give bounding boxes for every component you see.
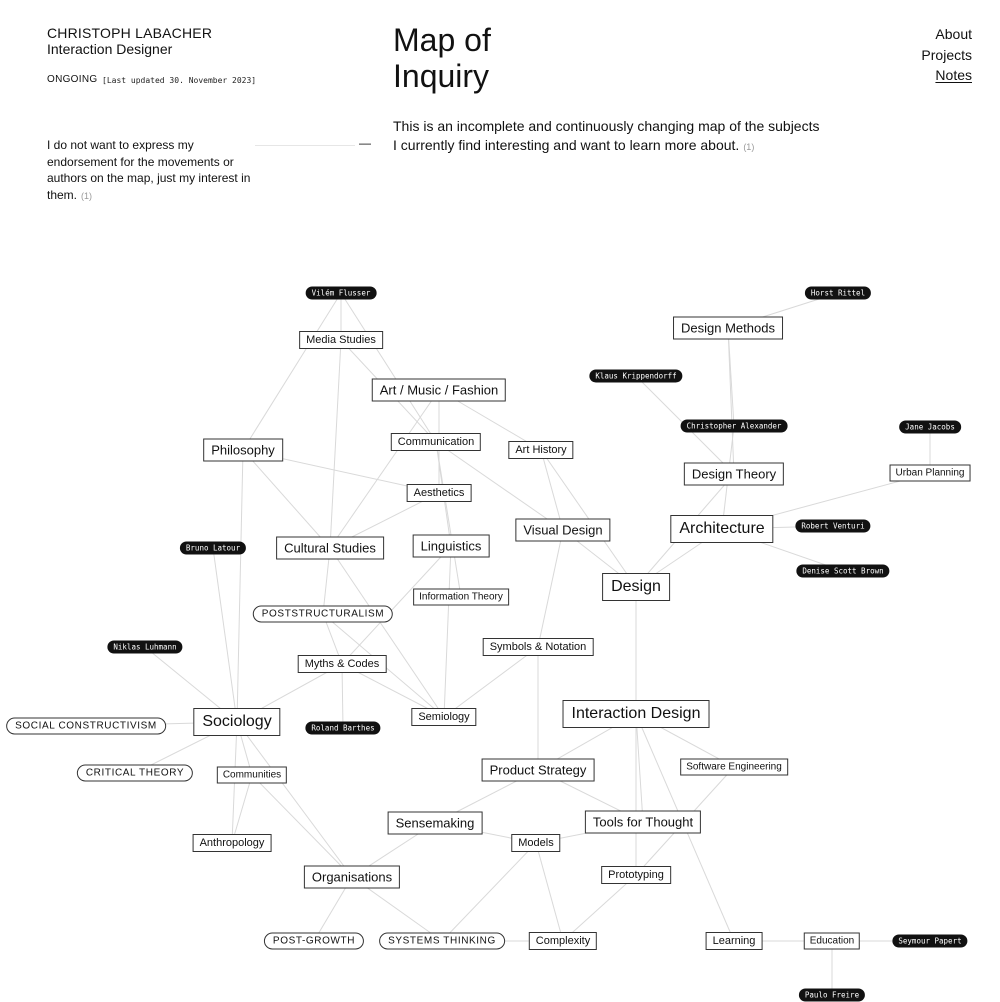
map-edge-bruno-latour-to-sociology: [213, 548, 237, 722]
page-title-line2: Inquiry: [393, 58, 490, 94]
map-edge-symbols-notation-to-semiology: [444, 647, 538, 717]
map-node-klaus-krippendorff[interactable]: Klaus Krippendorff: [589, 370, 682, 383]
map-node-social-constructivism[interactable]: SOCIAL CONSTRUCTIVISM: [6, 718, 166, 735]
map-node-paulo-freire[interactable]: Paulo Freire: [799, 989, 865, 1002]
map-edge-vilem-flusser-to-philosophy: [243, 293, 341, 450]
map-edge-sociology-to-organisations: [237, 722, 352, 877]
map-node-prototyping[interactable]: Prototyping: [601, 866, 671, 884]
map-node-interaction-design[interactable]: Interaction Design: [563, 700, 710, 728]
nav-projects[interactable]: Projects: [921, 46, 972, 63]
map-node-information-theory[interactable]: Information Theory: [413, 589, 509, 606]
page-title-line1: Map of: [393, 22, 491, 58]
map-node-tools-for-thought[interactable]: Tools for Thought: [585, 811, 701, 834]
map-node-design-theory[interactable]: Design Theory: [684, 463, 784, 486]
status-label: ONGOING: [47, 74, 98, 85]
map-edge-interaction-design-to-tools-for-thought: [636, 714, 643, 822]
map-edge-art-music-fashion-to-cultural-studies: [330, 390, 439, 548]
nav-notes[interactable]: Notes: [935, 67, 972, 83]
map-node-post-growth[interactable]: POST-GROWTH: [264, 933, 364, 950]
map-node-niklas-luhmann[interactable]: Niklas Luhmann: [107, 641, 182, 654]
map-node-art-music-fashion[interactable]: Art / Music / Fashion: [372, 379, 506, 402]
map-node-communication[interactable]: Communication: [391, 433, 481, 451]
map-edge-philosophy-to-cultural-studies: [243, 450, 330, 548]
map-node-design-methods[interactable]: Design Methods: [673, 317, 783, 340]
map-node-myths-codes[interactable]: Myths & Codes: [298, 655, 387, 673]
map-node-anthropology[interactable]: Anthropology: [193, 834, 272, 852]
map-node-complexity[interactable]: Complexity: [529, 932, 597, 950]
map-node-vilem-flusser[interactable]: Vilém Flusser: [306, 287, 377, 300]
map-node-cultural-studies[interactable]: Cultural Studies: [276, 537, 384, 560]
map-node-horst-rittel[interactable]: Horst Rittel: [805, 287, 871, 300]
note-dash: —: [359, 136, 371, 150]
side-note-text: I do not want to express my endorsement for the movements or authors on the map, just my interest in them.: [47, 138, 251, 202]
map-node-organisations[interactable]: Organisations: [304, 866, 400, 889]
map-node-software-engineering[interactable]: Software Engineering: [680, 759, 788, 776]
map-edge-media-studies-to-cultural-studies: [330, 340, 341, 548]
author-role: Interaction Designer: [47, 41, 173, 57]
map-node-linguistics[interactable]: Linguistics: [413, 535, 490, 558]
map-edge-visual-design-to-symbols-notation: [538, 530, 563, 647]
map-node-product-strategy[interactable]: Product Strategy: [482, 759, 595, 782]
map-node-learning[interactable]: Learning: [706, 932, 763, 950]
map-edge-models-to-systems-thinking: [442, 843, 536, 941]
map-node-semiology[interactable]: Semiology: [411, 708, 476, 726]
map-node-seymour-papert[interactable]: Seymour Papert: [892, 935, 967, 948]
map-node-urban-planning[interactable]: Urban Planning: [890, 465, 971, 482]
map-edge-communities-to-organisations: [252, 775, 352, 877]
map-edge-communities-to-anthropology: [232, 775, 252, 843]
map-node-sensemaking[interactable]: Sensemaking: [388, 812, 483, 835]
map-node-art-history[interactable]: Art History: [508, 441, 573, 459]
map-node-design[interactable]: Design: [602, 573, 670, 601]
map-edge-philosophy-to-sociology: [237, 450, 243, 722]
map-node-models[interactable]: Models: [511, 834, 560, 852]
map-edge-models-to-complexity: [536, 843, 563, 941]
last-updated: [Last updated 30. November 2023]: [102, 76, 257, 85]
map-node-symbols-notation[interactable]: Symbols & Notation: [483, 638, 594, 656]
map-node-visual-design[interactable]: Visual Design: [515, 519, 610, 542]
nav-about[interactable]: About: [935, 26, 972, 42]
map-node-roland-barthes[interactable]: Roland Barthes: [305, 722, 380, 735]
map-node-aesthetics[interactable]: Aesthetics: [407, 484, 472, 502]
map-node-jane-jacobs[interactable]: Jane Jacobs: [899, 421, 961, 434]
side-note-footnote[interactable]: (1): [81, 190, 93, 201]
map-node-sociology[interactable]: Sociology: [193, 708, 280, 736]
map-node-christopher-alexander[interactable]: Christopher Alexander: [681, 420, 788, 433]
map-node-poststructuralism[interactable]: POSTSTRUCTURALISM: [253, 606, 393, 623]
map-node-education[interactable]: Education: [804, 933, 860, 950]
intro-body: This is an incomplete and continuously changing map of the subjects I currently find interesting and want to learn more about.: [393, 118, 820, 153]
map-node-bruno-latour[interactable]: Bruno Latour: [180, 542, 246, 555]
map-node-philosophy[interactable]: Philosophy: [203, 439, 283, 462]
author-name: CHRISTOPH LABACHER: [47, 25, 213, 41]
map-node-media-studies[interactable]: Media Studies: [299, 331, 383, 349]
map-node-critical-theory[interactable]: CRITICAL THEORY: [77, 765, 193, 782]
map-node-robert-venturi[interactable]: Robert Venturi: [795, 520, 870, 533]
map-node-communities[interactable]: Communities: [217, 767, 287, 784]
map-node-denise-scott-brown[interactable]: Denise Scott Brown: [796, 565, 889, 578]
map-node-architecture[interactable]: Architecture: [670, 515, 773, 543]
map-edge-linguistics-to-semiology: [444, 546, 451, 717]
map-edge-myths-codes-to-roland-barthes: [342, 664, 343, 728]
map-edge-vilem-flusser-to-communication: [341, 293, 436, 442]
map-edge-cultural-studies-to-semiology: [330, 548, 444, 717]
intro-footnote[interactable]: (1): [743, 142, 755, 152]
map-node-systems-thinking[interactable]: SYSTEMS THINKING: [379, 933, 505, 950]
